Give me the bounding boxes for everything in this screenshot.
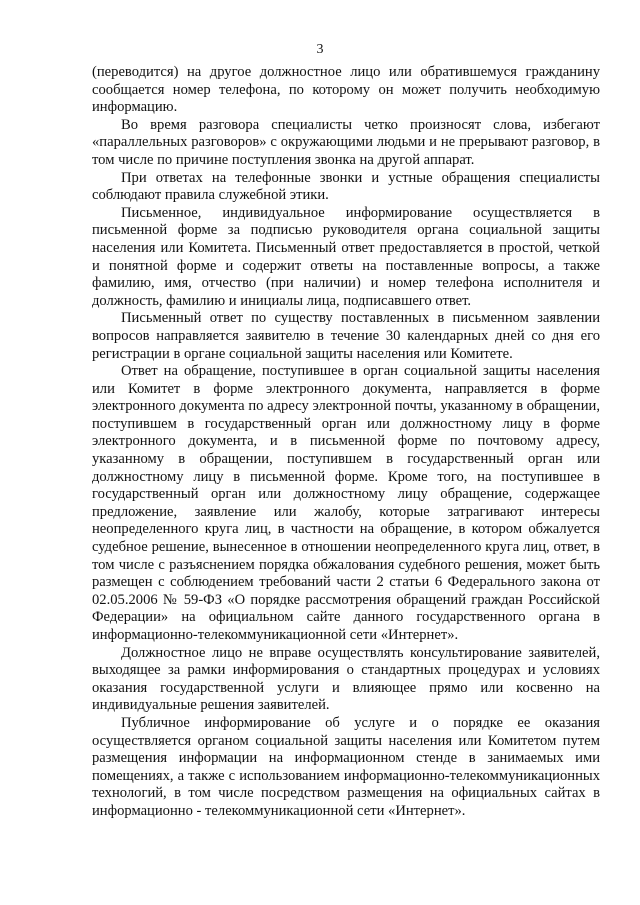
paragraph: Письменное, индивидуальное информирование осуществляется в письменной форме за подписью руководителя органа социальной защиты населения или Комитета. Письменный ответ предоставляется в простой, четкой и понятной форме и содержит ответы на поставленные вопросы, а также фамилию, имя, отчество (при наличии) и номер телефона исполнителя и должность, фамилию и инициалы лица, подписавшего ответ. [92,204,600,309]
paragraph: (переводится) на другое должностное лицо или обратившемуся гражданину сообщается номер телефона, по которому он может получить необходимую информацию. [92,64,600,116]
paragraph: При ответах на телефонные звонки и устные обращения специалисты соблюдают правила служебной этики. [92,169,600,204]
paragraph: Во время разговора специалисты четко произносят слова, избегают «параллельных разговоров» с окружающими людьми и не прерывают разговор, в том числе по причине поступления звонка на другой аппарат. [92,116,600,168]
paragraph: Должностное лицо не вправе осуществлять консультирование заявителей, выходящее за рамки информирования о стандартных процедурах и условиях оказания государственной услуги и влияющее прямо или косвенно на индивидуальные решения заявителей. [92,644,600,714]
document-body [92,64,600,821]
paragraph: Письменный ответ по существу поставленных в письменном заявлении вопросов направляется заявителю в течение 30 календарных дней со дня его регистрации в органе социальной защиты населения или Комитете. [92,310,600,362]
paragraph: Ответ на обращение, поступившее в орган социальной защиты населения или Комитет в форме электронного документа, направляется в форме электронного документа по адресу электронной почты, указанному в обращении, поступившем в государственный орган или должностному лицу в форме электронного документа, и в письменной форме по почтовому адресу, указанному в обращении, поступившем в государственный орган или должностному лицу в письменной форме. Кроме того, на поступившее в государственный орган или должностному лицу обращение, содержащее предложение, заявление или жалобу, которые затрагивают интересы неопределенного круга лиц, в частности на обращение, в котором обжалуется судебное решение, вынесенное в отношении неопределенного круга лиц, ответ, в том числе с разъяснением порядка обжалования судебного решения, может быть размещен с соблюдением требований части 2 статьи 6 Федерального закона от 02.05.2006 № 59-ФЗ «О порядке рассмотрения обращений граждан Российской Федерации» на официальном сайте данного государственного органа в информационно-телекоммуникационной сети «Интернет». [92,363,600,643]
page-number: 3 [316,42,324,57]
paragraph: Публичное информирование об услуге и о порядке ее оказания осуществляется органом социальной защиты населения или Комитетом путем размещения информации на информационном стенде в занимаемых ими помещениях, а также с использованием информационно-телекоммуникационных технологий, в том числе посредством размещения на официальных сайтах в информационно - телекоммуникационной сети «Интернет». [92,714,600,819]
